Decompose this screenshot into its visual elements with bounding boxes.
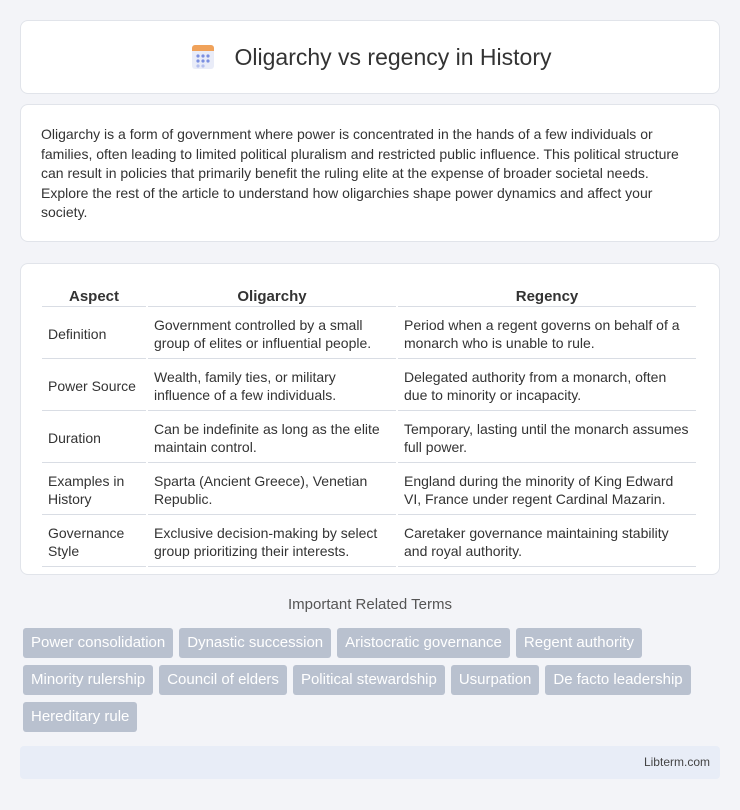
footer-site-link[interactable]: Libterm.com xyxy=(643,755,710,769)
table-cell-oligarchy: Can be indefinite as long as the elite maintain control. xyxy=(148,413,396,463)
related-term-tag[interactable]: Council of elders xyxy=(159,665,287,695)
related-terms-title: Important Related Terms xyxy=(288,596,452,613)
table-row xyxy=(42,361,696,411)
table-header-row xyxy=(42,286,696,307)
table-cell-aspect: Governance Style xyxy=(42,517,146,567)
related-term-tag[interactable]: Minority rulership xyxy=(23,665,153,695)
column-header-aspect: Aspect xyxy=(42,286,146,307)
related-term-tag[interactable]: Regent authority xyxy=(516,628,642,658)
table-cell-regency: England during the minority of King Edward VI, France under regent Cardinal Mazarin. xyxy=(398,465,696,515)
table-cell-oligarchy: Exclusive decision-making by select group prioritizing their interests. xyxy=(148,517,396,567)
related-term-tag[interactable]: Hereditary rule xyxy=(23,702,137,732)
table-cell-oligarchy: Government controlled by a small group of elites or influential people. xyxy=(148,309,396,359)
table-cell-oligarchy: Wealth, family ties, or military influence of a few individuals. xyxy=(148,361,396,411)
table-cell-aspect: Examples in History xyxy=(42,465,146,515)
table-cell-regency: Temporary, lasting until the monarch assumes full power. xyxy=(398,413,696,463)
table-row xyxy=(42,465,696,515)
intro-card xyxy=(20,104,720,242)
related-term-tag[interactable]: De facto leadership xyxy=(545,665,690,695)
page-title: Oligarchy vs regency in History xyxy=(234,43,552,70)
table-cell-regency: Caretaker governance maintaining stability and royal authority. xyxy=(398,517,696,567)
footer xyxy=(20,746,720,779)
comparison-table xyxy=(40,284,698,569)
related-term-tag[interactable]: Political stewardship xyxy=(293,665,445,695)
table-cell-aspect: Duration xyxy=(42,413,146,463)
table-cell-aspect: Power Source xyxy=(42,361,146,411)
related-term-tag[interactable]: Power consolidation xyxy=(23,628,173,658)
table-row xyxy=(42,309,696,359)
table-cell-regency: Period when a regent governs on behalf of a monarch who is unable to rule. xyxy=(398,309,696,359)
document-grid-icon xyxy=(189,43,217,71)
intro-paragraph: Oligarchy is a form of government where power is concentrated in the hands of a few individuals or families, often leading to limited political pluralism and restricted public influence. This political structure can result in policies that primarily benefit the ruling elite at the expense of broader societal needs. Explore the rest of the article to understand how oligarchies shape power dynamics and affect your society. xyxy=(41,126,679,221)
header xyxy=(189,43,552,71)
related-terms-list xyxy=(23,628,723,732)
column-header-regency: Regency xyxy=(398,286,696,307)
table-row xyxy=(42,413,696,463)
table-cell-aspect: Definition xyxy=(42,309,146,359)
table-cell-oligarchy: Sparta (Ancient Greece), Venetian Republic. xyxy=(148,465,396,515)
related-term-tag[interactable]: Usurpation xyxy=(451,665,540,695)
table-row xyxy=(42,517,696,567)
related-term-tag[interactable]: Aristocratic governance xyxy=(337,628,510,658)
table-cell-regency: Delegated authority from a monarch, often due to minority or incapacity. xyxy=(398,361,696,411)
related-term-tag[interactable]: Dynastic succession xyxy=(179,628,331,658)
header-card xyxy=(20,20,720,94)
column-header-oligarchy: Oligarchy xyxy=(148,286,396,307)
comparison-card xyxy=(20,263,720,575)
